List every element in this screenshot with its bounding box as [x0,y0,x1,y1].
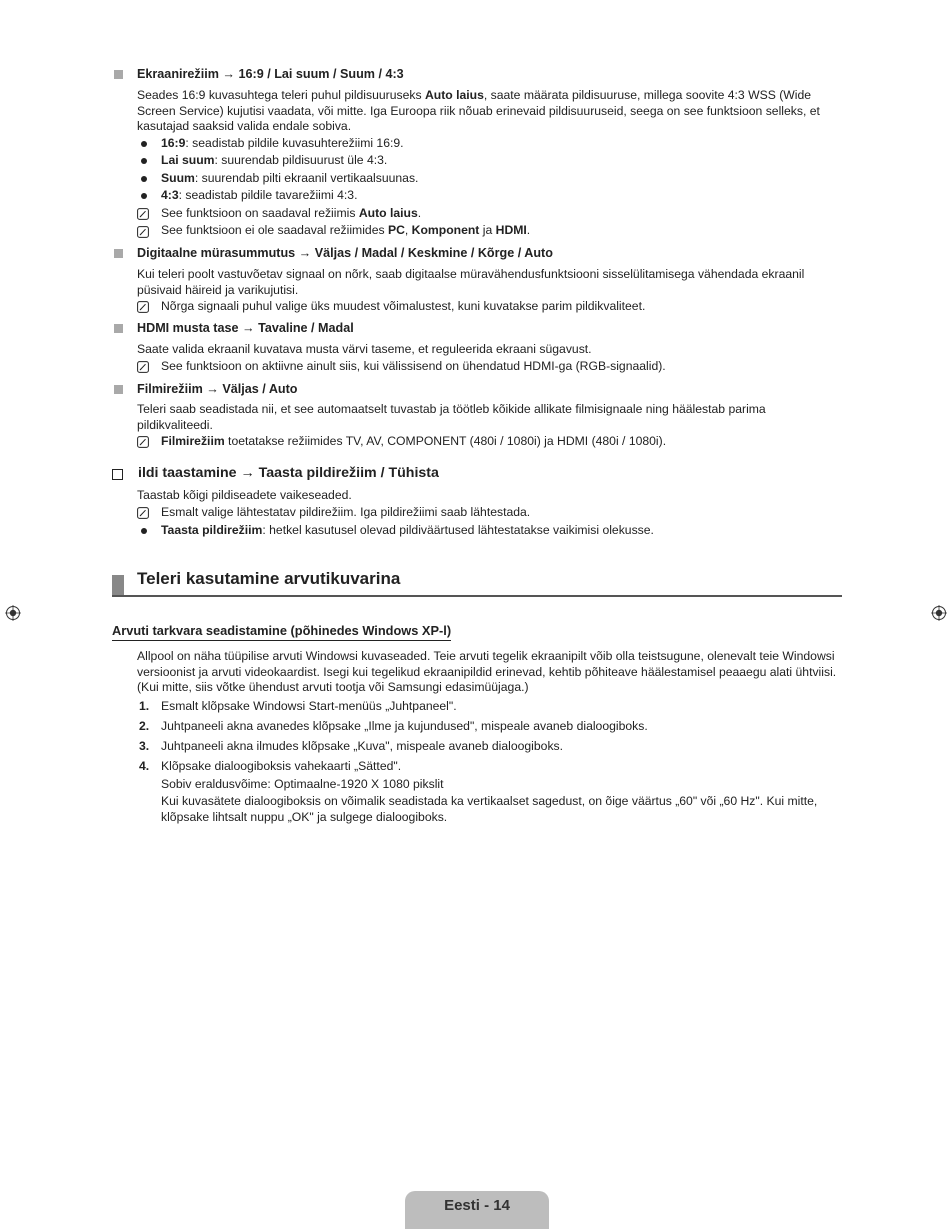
bold-text: PC [387,223,405,237]
text: : hetkel kasutusel olevad pildiväärtused lähtestatakse vaikimisi olekusse. [262,523,654,537]
note-text: Esmalt valige lähtestatav pildirežiim. Iga pildirežiimi saab lähtestada. [161,505,531,519]
chapter-bar [112,575,124,597]
bold-text: Komponent [411,223,480,237]
screen-mode-paragraph [137,88,837,135]
note-text [161,223,530,239]
square-bullet-icon [114,70,123,79]
note-icon [137,507,149,519]
square-bullet-icon [114,324,123,333]
step-text: Esmalt klõpsake Windowsi Start-menüüs „Juhtpaneel". [161,699,457,713]
note-text [161,434,666,450]
text: , saate määrata pildisuuruse, millega soovite 4:3 WSS (Wide Screen Service) kujutisi vaadata, või mitte. Iga Euroopa riik nõuab erinevaid pildisuuruseid, seega on see funktsioon selleks, et kasutajad saaksid valida endale sobiva. [137,88,820,133]
section-title-screen-mode: Ekraanirežiim → 16:9 / Lai suum / Suum / 4:3 [137,67,404,81]
bold-text: Lai suum [161,153,215,167]
text: Seades 16:9 kuvasuhtega teleri puhul pildisuuruseks [137,88,425,102]
bold-text: Suum [161,171,195,185]
bullet-dot-icon [141,193,147,199]
step-text: Juhtpaneeli akna avanedes klõpsake „Ilme ja kujundused", mispeale avaneb dialoogiboks. [161,719,648,733]
section-title-hdmi: HDMI musta tase → Tavaline / Madal [137,321,354,335]
hdmi-paragraph: Saate valida ekraanil kuvatava musta värvi taseme, et reguleerida ekraani sügavust. [137,342,592,356]
bold-text: Auto laius [358,206,418,220]
chapter-title: Teleri kasutamine arvutikuvarina [137,569,401,588]
step-detail: Sobiv eraldusvõime: Optimaalne-1920 X 1080 pikslit [161,777,444,791]
bold-text: HDMI [495,223,527,237]
step-number: 1. [139,699,150,713]
bold-text: 4:3 [161,188,179,202]
note-icon [137,208,149,220]
note-icon [137,301,149,313]
bold-text: 16:9 [161,136,186,150]
text: . [526,223,531,237]
note-icon [137,226,149,238]
checkbox-icon [112,469,123,480]
text: toetatakse režiimides TV, AV, COMPONENT (480i / 1080i) ja HDMI (480i / 1080i). [224,434,667,448]
text: : seadistab pildile kuvasuhterežiimi 16:9. [185,136,404,150]
step-number: 3. [139,739,150,753]
text: : suurendab pilti ekraanil vertikaalsuunas. [194,171,419,185]
bold-text: Filmirežiim [161,434,225,448]
bullet-item [161,153,387,169]
step-number: 2. [139,719,150,733]
text: . [417,206,422,220]
page-number: Eesti - 14 [444,1197,510,1214]
bold-text: Auto laius [424,88,484,102]
section-title-film: Filmirežiim → Väljas / Auto [137,382,298,396]
step-detail: Kui kuvasätete dialoogiboksis on võimalik seadistada ka vertikaalset sagedust, on õige väärtus „60" või „60 Hz". Kui mitte, klõpsake lihtsalt nuppu „OK" ja sulgege dialoogiboks. [161,794,818,824]
note-text: Nõrga signaali puhul valige üks muudest võimalustest, kuni kuvatakse parim pildikvaliteet. [161,299,646,313]
bold-text: Taasta pildirežiim [161,523,263,537]
subsection-title-reset: ildi taastamine → Taasta pildirežiim / Tühista [138,465,439,481]
noise-paragraph: Kui teleri poolt vastuvõetav signaal on nõrk, saab digitaalse müravähendusfunktsiooni sisselülitamisega vähendada ekraanil püsivaid häireid ja varikujutisi. [137,267,805,297]
step-text: Klõpsake dialoogiboksis vahekaarti „Sätted". [161,759,402,773]
note-icon [137,436,149,448]
text: : suurendab pildisuurust üle 4:3. [214,153,388,167]
step-text: Juhtpaneeli akna ilmudes klõpsake „Kuva", mispeale avaneb dialoogiboks. [161,739,564,753]
bullet-item [161,188,357,204]
bullet-dot-icon [141,158,147,164]
text: : seadistab pildile tavarežiimi 4:3. [178,188,358,202]
pc-setup-intro: Allpool on näha tüüpilise arvuti Windowsi kuvaseaded. Teie arvuti tegelik ekraanipilt võib olla teistsugune, olenevalt teie Windowsi versioonist ja arvuti videokaardist. Isegi kui tegelikud ekraanipildid erinevad, kehtib põhiteave häälestamisel peaaegu alati ühtviisi. (Kui mitte, siis võtke ühendust arvuti tootja või Samsungi edasimüüjaga.) [137,649,837,694]
section-title-noise: Digitaalne mürasummutus → Väljas / Madal / Keskmine / Kõrge / Auto [137,246,553,260]
reset-paragraph: Taastab kõigi pildiseadete vaikeseaded. [137,488,352,502]
text: See funktsioon on saadaval režiimis [161,206,359,220]
registration-mark-icon [5,605,21,621]
square-bullet-icon [114,249,123,258]
text: , [404,223,412,237]
film-paragraph: Teleri saab seadistada nii, et see automaatselt tuvastab ja töötleb kõikide allikate filmisignaale ning häälestab parima pildikvaliteedi. [137,402,766,432]
bullet-item [161,136,404,152]
step-number: 4. [139,759,150,773]
bullet-item [161,171,418,187]
text: ja [479,223,496,237]
bullet-dot-icon [141,528,147,534]
registration-mark-icon [931,605,947,621]
bullet-item [161,523,654,539]
bullet-dot-icon [141,176,147,182]
text: See funktsioon ei ole saadaval režiimides [161,223,388,237]
square-bullet-icon [114,385,123,394]
note-text: See funktsioon on aktiivne ainult siis, kui välissisend on ühendatud HDMI-ga (RGB-signaalid). [161,359,666,373]
pc-setup-heading: Arvuti tarkvara seadistamine (põhinedes Windows XP-l) [112,623,451,641]
bullet-dot-icon [141,141,147,147]
note-text [161,206,421,222]
chapter-rule [112,595,842,597]
note-icon [137,361,149,373]
